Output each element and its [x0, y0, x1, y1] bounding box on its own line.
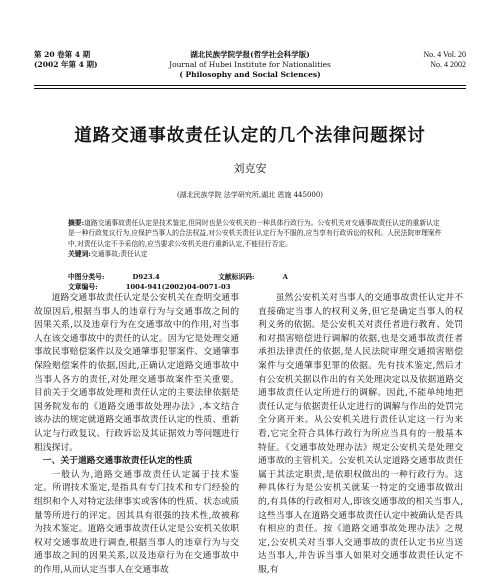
journal-subtitle-en: ( Philosophy and Social Sciences) — [179, 70, 321, 79]
body-paragraph: 虽然公安机关对当事人的交通事故责任认定并不直接确定当事人的权利义务,但它是确定当事人的权利义务的依据。是公安机关对责任者进行教育、处罚和对损害赔偿进行调解的依据,也是交通事故责任者承担法律责任的依据,是人民法院审理交通损害赔偿案件与交通肇事犯罪的依据。先有技术鉴定,然后才有公安机关据以作出的有关处理决定以及依据道路交通事故责任认定所进行的调解。因此,不能单纯地把责任认定与依据责任认定进行的调解与作出的处罚完全分离开来。从公安机关进行责任认定这一行为来看,它完全符合具体行政行为所应当具有的一般基本特征。《交通事故处理办法》规定公安机关是处理交通事故的主管机关。公安机关认定道路交通事故责任属于其法定职责,是依职权做出的一种行政行为。这种具体行为是公安机关就某一特定的交通事故做出的,有具体的行政相对人,即该交通事故的相关当事人,这些当事人在道路交通事故责任认定中被确认是否具有相应的责任。按《道路交通事故处理办法》之规定,公安机关对当事人交通事故的责任认定书应当送达当事人,并告诉当事人如果对交通事故责任认定不服,有 — [258, 293, 463, 575]
issue-number-vol: No. 4 Vol. 20 — [423, 50, 466, 59]
section-heading: 一、关于道路交通事故责任认定的性质 — [42, 456, 193, 467]
abstract-label: 摘要: — [68, 219, 85, 227]
article-number — [68, 281, 258, 291]
clc-label: 中图分类号: — [68, 273, 105, 281]
document-code-label: 文献标识码: — [218, 273, 255, 281]
journal-name-cn: 湖北民族学院学报(哲学社会科学版) — [190, 50, 310, 59]
article-number-label: 文章编号: — [68, 283, 98, 291]
body-column-right — [258, 292, 463, 577]
body-column-left — [34, 292, 239, 577]
author-affiliation: (湖北民族学院 法学研究所,湖北 恩施 445000) — [176, 191, 324, 199]
keywords-label: 关键词: — [68, 250, 91, 259]
journal-name — [34, 50, 466, 80]
journal-name-en: Journal of Hubei Institute for Nationalities — [169, 60, 331, 69]
document-code-value: A — [282, 273, 288, 281]
article-number-value: 1004-941(2002)04-0071-03 — [125, 283, 231, 291]
abstract-text: 道路交通事故责任认定是技术鉴定,但同时也是公安机关的一种具体行政行为。公安机关对交通事故责任认定的重新认定是一种行政复议行为,应保护当事人的合法权益,对公安机关责任认定行为不服的,应当享有行政诉讼的权利。人民法院审理案件中,对责任认定不予采信的,应当要求公安机关进行重新认定,不能径行否定。 — [68, 219, 442, 248]
issue-number-year: No. 4 2002 — [430, 60, 466, 69]
clc-value: D923.4 — [132, 273, 160, 281]
abstract — [68, 218, 444, 249]
document-code — [218, 271, 316, 281]
year-issue-cn: (2002 年第 4 期) — [34, 60, 98, 69]
volume-issue-cn: 第 20 卷第 4 期 — [34, 50, 91, 59]
classification-line — [68, 271, 444, 291]
abstract-block — [68, 218, 444, 260]
header-rule-thick — [34, 85, 466, 86]
clc-number — [68, 271, 188, 281]
author-name: 刘克安 — [233, 162, 267, 175]
issue-number — [423, 50, 466, 70]
article-title: 道路交通事故责任认定的几个法律问题探讨 — [74, 126, 426, 146]
keywords — [68, 249, 444, 259]
keywords-text: 交通事故;责任认定 — [90, 250, 148, 259]
body-paragraph: 道路交通事故责任认定是公安机关在查明交通事故原因后,根据当事人的违章行为与交通事故之间的因果关系,以及违章行为在交通事故中的作用,对当事人在该交通事故中的责任的认定。因为它是处理交通事故民事赔偿案件以及交通肇事犯罪案件、交通肇事保险赔偿案件的依据,因此,正确认定道路交通事故中当事人各方的责任,对处理交通事故案件至关重要。目前关于交通事故处理和责任认定的主要法律依据是国务院发布的《道路交通事故处理办法》,本文结合该办法的规定就道路交通事故责任认定的性质、重新认定与行政复议、行政诉讼及其证据效力等问题进行粗浅探讨。 — [34, 293, 239, 453]
body-paragraph: 一般认为,道路交通事故责任认定属于技术鉴定。所谓技术鉴定,是指具有专门技术和专门经验的组织和个人对特定法律事实或客体的性质、状态或质量等所进行的评定。因其具有很强的技术性,故被称为技术鉴定。道路交通事故责任认定是公安机关依职权对交通事故进行调查,根据当事人的违章行为与交通事故之间的因果关系,以及违章行为在交通事故中的作用,从而认定当事人在交通事故 — [34, 469, 239, 575]
header-rule-thin — [34, 88, 466, 89]
